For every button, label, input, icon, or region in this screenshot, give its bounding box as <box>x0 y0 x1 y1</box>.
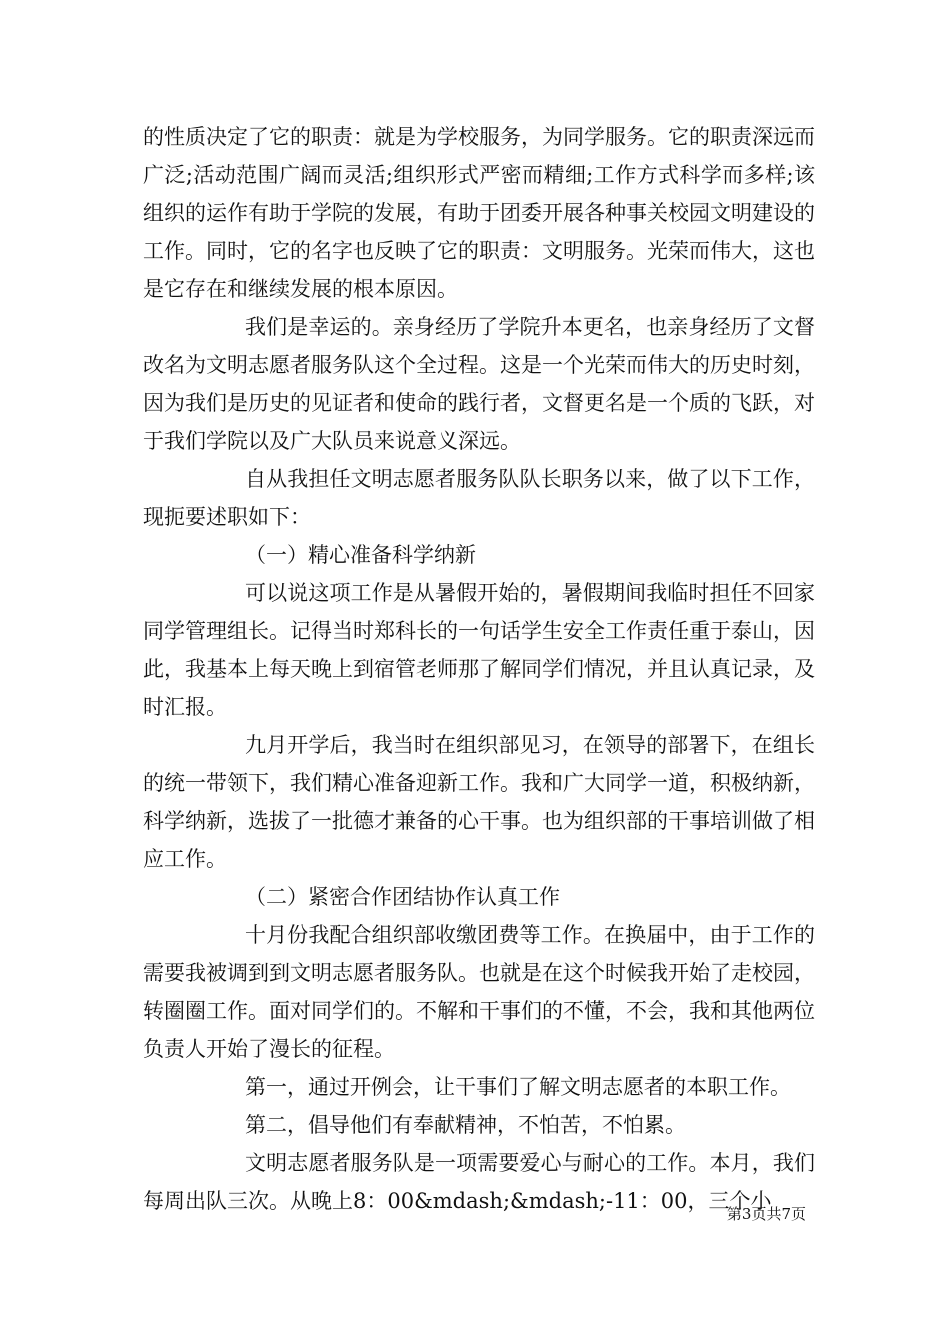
paragraph-second: 第二，倡导他们有奉献精神，不怕苦，不怕累。 <box>245 1113 686 1137</box>
paragraph-continuation: 的性质决定了它的职责：就是为学校服务，为同学服务。它的职责深远而广泛;活动范围广阔而灵活;组织形式严密而精细;工作方式科学而多样;该组织的运作有助于学院的发展，有助于团委开展各种事关校园文明建设的工作。同时，它的名字也反映了它的职责：文明服务。光荣而伟大，这也是它存在和继续发展的根本原因。 <box>143 125 815 301</box>
section-heading-2: （二）紧密合作团结协作认真工作 <box>245 885 560 909</box>
paragraph-september: 九月开学后，我当时在组织部见习，在领导的部署下，在组长的统一带领下，我们精心准备迎新工作。我和广大同学一道，积极纳新，科学纳新，选拔了一批德才兼备的心干事。也为组织部的干事培训做了相应工作。 <box>143 733 815 871</box>
paragraph-fortunate: 我们是幸运的。亲身经历了学院升本更名，也亲身经历了文督改名为文明志愿者服务队这个全过程。这是一个光荣而伟大的历史时刻，因为我们是历史的见证者和使命的践行者，文督更名是一个质的飞跃，对于我们学院以及广大队员来说意义深远。 <box>143 315 815 453</box>
paragraph-first: 第一，通过开例会，让干事们了解文明志愿者的本职工作。 <box>245 1075 791 1099</box>
paragraph-summer: 可以说这项工作是从暑假开始的，暑假期间我临时担任不回家同学管理组长。记得当时郑科长的一句话学生安全工作责任重于泰山，因此，我基本上每天晚上到宿管老师那了解同学们情况，并且认真记录，及时汇报。 <box>143 581 815 719</box>
paragraph-intro: 自从我担任文明志愿者服务队队长职务以来，做了以下工作，现扼要述职如下： <box>143 467 815 529</box>
body-text <box>143 118 815 1220</box>
paragraph-volunteer: 文明志愿者服务队是一项需要爱心与耐心的工作。本月，我们每周出队三次。从晚上8：00&mdash;&mdash;-11：00，三个小 <box>143 1151 815 1213</box>
paragraph-october: 十月份我配合组织部收缴团费等工作。在换届中，由于工作的需要我被调到到文明志愿者服务队。也就是在这个时候我开始了走校园，转圈圈工作。面对同学们的。不解和干事们的不懂，不会，我和其他两位负责人开始了漫长的征程。 <box>143 923 815 1061</box>
section-heading-1: （一）精心准备科学纳新 <box>245 543 476 567</box>
page-footer: 第3页共7页 <box>726 1205 806 1223</box>
